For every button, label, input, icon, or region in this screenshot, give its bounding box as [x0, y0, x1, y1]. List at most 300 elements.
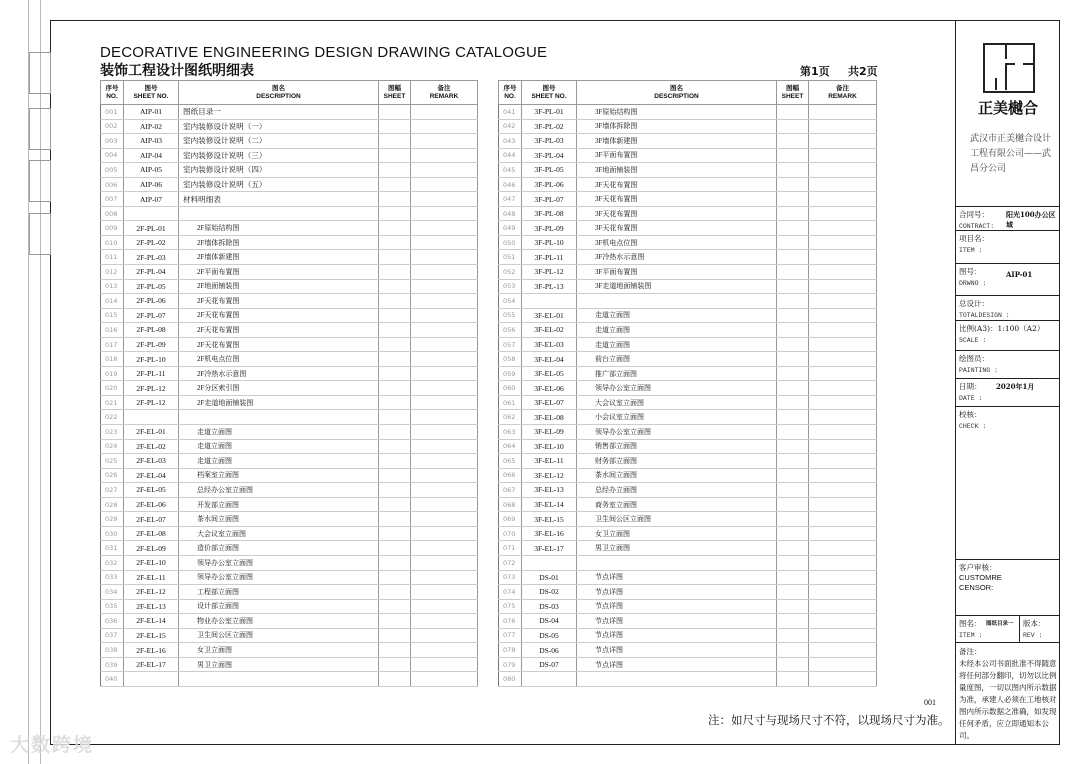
sheet-description: 女卫立面图 [179, 643, 379, 658]
sheet-description: 3F平面布置图 [577, 265, 777, 280]
sheet-description: 领导办公室立面图 [179, 570, 379, 585]
sheet-size [777, 497, 809, 512]
table-row [499, 148, 877, 163]
table-row [101, 570, 478, 585]
table-row [101, 235, 478, 250]
row-number: 014 [101, 294, 124, 309]
sheet-size [379, 497, 411, 512]
remark [411, 614, 478, 629]
sheet-number: DS-02 [522, 585, 577, 600]
sheet-number: 2F-EL-11 [124, 570, 179, 585]
dimension-note: 注：如尺寸与现场尺寸不符，以现场尺寸为准。 [708, 713, 950, 727]
table-row [499, 177, 877, 192]
table-row [499, 119, 877, 134]
drwno-value: AIP-01 [1006, 270, 1033, 279]
title-block [955, 20, 1060, 745]
remark [411, 672, 478, 687]
sheet-size [777, 585, 809, 600]
sheet-size [379, 294, 411, 309]
table-row [101, 483, 478, 498]
sheet-description: 2F分区索引图 [179, 381, 379, 396]
column-header-sheet [379, 81, 411, 105]
totaldesign-label: 总设计： [959, 299, 989, 308]
sheet-size [777, 657, 809, 672]
sheet-description: 销售部立面图 [577, 439, 777, 454]
sheet-description [577, 672, 777, 687]
sheet-description: 室内装修设计说明（五） [179, 177, 379, 192]
date-label: 日期： [959, 382, 982, 391]
sheet-number: 3F-EL-08 [522, 410, 577, 425]
sheet-description: 设计部立面图 [179, 599, 379, 614]
sheet-size [379, 163, 411, 178]
row-number: 059 [499, 366, 522, 381]
sheet-description: 2F走道地面铺装图 [179, 395, 379, 410]
sheet-size [379, 614, 411, 629]
row-number: 024 [101, 439, 124, 454]
table-row [101, 279, 478, 294]
table-row [101, 454, 478, 469]
remark [809, 628, 877, 643]
row-number: 080 [499, 672, 522, 687]
row-number: 006 [101, 177, 124, 192]
table-row [499, 410, 877, 425]
column-header-cn: 图幅 [388, 85, 401, 93]
sheet-size [379, 555, 411, 570]
remark [411, 381, 478, 396]
sheet-number: 3F-PL-02 [522, 119, 577, 134]
sheet-size [777, 308, 809, 323]
margin-stamp-box [29, 213, 51, 255]
watermark: 大数跨境 [10, 734, 95, 756]
sheet-description: 小会议室立面图 [577, 410, 777, 425]
sheet-description: 节点详图 [577, 614, 777, 629]
sheet-size [777, 192, 809, 207]
column-header-cn: 序号 [105, 85, 119, 93]
column-header-no [499, 81, 522, 105]
remarks-label: 备注： [959, 647, 982, 656]
row-number: 008 [101, 206, 124, 221]
remark [809, 265, 877, 280]
table-row [499, 206, 877, 221]
table-row [499, 585, 877, 600]
sheet-description: 总经办立面图 [577, 483, 777, 498]
column-header-desc [179, 81, 379, 105]
table-row [101, 555, 478, 570]
remark [809, 483, 877, 498]
table-row [499, 381, 877, 396]
sheet-size [379, 192, 411, 207]
column-header-en: SHEET NO. [133, 92, 169, 100]
row-number: 049 [499, 221, 522, 236]
remark [809, 395, 877, 410]
column-header-no [101, 81, 124, 105]
sheet-number: AIP-05 [124, 163, 179, 178]
sheet-number: 2F-PL-07 [124, 308, 179, 323]
sheet-description: 2F天花布置图 [179, 308, 379, 323]
remark [411, 163, 478, 178]
table-row [499, 352, 877, 367]
sheet-number: 2F-EL-10 [124, 555, 179, 570]
sheet-number [124, 206, 179, 221]
sheet-description: 茶水间立面图 [577, 468, 777, 483]
table-row [101, 119, 478, 134]
remarks-field [956, 643, 1060, 745]
sheet-size [379, 657, 411, 672]
row-number: 061 [499, 395, 522, 410]
remark [809, 614, 877, 629]
row-number: 068 [499, 497, 522, 512]
column-header-remark [411, 81, 478, 105]
sheet-description: 大会议室立面图 [179, 526, 379, 541]
row-number: 050 [499, 235, 522, 250]
page-number: 第1页 [800, 65, 830, 78]
table-row [101, 497, 478, 512]
sheet-size [777, 614, 809, 629]
remark [411, 265, 478, 280]
remark [809, 512, 877, 527]
date-field [956, 379, 1060, 407]
sheet-number: 2F-PL-04 [124, 265, 179, 280]
table-row [101, 657, 478, 672]
sheet-description: 2F地面铺装图 [179, 279, 379, 294]
row-number: 062 [499, 410, 522, 425]
table-row [499, 541, 877, 556]
row-number: 022 [101, 410, 124, 425]
sheet-size [777, 555, 809, 570]
painting-field [956, 351, 1060, 379]
drawing-name-label: 图名： [959, 619, 982, 628]
sheet-description: 节点详图 [577, 643, 777, 658]
sheet-size [777, 250, 809, 265]
sheet-description: 工程部立面图 [179, 585, 379, 600]
logo-cell [956, 20, 1060, 207]
row-number: 046 [499, 177, 522, 192]
table-row [499, 599, 877, 614]
sheet-number: 3F-EL-16 [522, 526, 577, 541]
sheet-size [777, 294, 809, 309]
sheet-number: 2F-EL-04 [124, 468, 179, 483]
sheet-number: 3F-EL-13 [522, 483, 577, 498]
check-label: 校核： [959, 410, 982, 419]
sheet-size [777, 134, 809, 149]
column-header-en: REMARK [828, 92, 857, 100]
sheet-number: 3F-PL-06 [522, 177, 577, 192]
column-header-sheet_no [522, 81, 577, 105]
sheet-number: 2F-PL-01 [124, 221, 179, 236]
sheet-description: 3F墙体新建图 [577, 134, 777, 149]
row-number: 021 [101, 395, 124, 410]
column-header-sheet_no [124, 81, 179, 105]
remark [411, 395, 478, 410]
sheet-size [379, 323, 411, 338]
sheet-size [379, 585, 411, 600]
remark [809, 366, 877, 381]
sheet-number: DS-07 [522, 657, 577, 672]
margin-stamp-box [29, 160, 51, 202]
table-row [101, 323, 478, 338]
remark [411, 352, 478, 367]
sheet-number: 3F-EL-04 [522, 352, 577, 367]
row-number: 075 [499, 599, 522, 614]
sheet-description: 茶水间立面图 [179, 512, 379, 527]
sheet-description: 2F墙体新建图 [179, 250, 379, 265]
table-row [101, 395, 478, 410]
remark [411, 192, 478, 207]
table-row [499, 454, 877, 469]
name-rev-field [956, 616, 1060, 643]
column-header-cn: 图名 [272, 85, 285, 93]
sheet-number: 2F-PL-05 [124, 279, 179, 294]
column-header-en: NO. [106, 92, 118, 100]
sheet-size [777, 235, 809, 250]
table-row [101, 134, 478, 149]
sheet-number: 3F-PL-01 [522, 105, 577, 120]
sheet-size [379, 221, 411, 236]
sheet-number: AIP-04 [124, 148, 179, 163]
sheet-size [777, 395, 809, 410]
column-header-en: REMARK [429, 92, 459, 100]
sheet-description: 3F原始结构图 [577, 105, 777, 120]
check-field [956, 407, 1060, 560]
remark [411, 643, 478, 658]
remark [411, 526, 478, 541]
remark [411, 366, 478, 381]
sheet-size [777, 425, 809, 440]
table-row [101, 614, 478, 629]
censor-label: 客户审核： [959, 563, 997, 572]
sheet-number: 2F-EL-07 [124, 512, 179, 527]
row-number: 033 [101, 570, 124, 585]
column-header-en: SHEET [383, 92, 406, 100]
sheet-size [379, 468, 411, 483]
remark [809, 526, 877, 541]
sheet-number: 3F-PL-05 [522, 163, 577, 178]
row-number: 028 [101, 497, 124, 512]
sheet-size [777, 599, 809, 614]
sheet-description: 3F天花布置图 [577, 206, 777, 221]
sheet-description: 男卫立面图 [179, 657, 379, 672]
sheet-size [777, 526, 809, 541]
catalogue-title-en: DECORATIVE ENGINEERING DESIGN DRAWING CATALOGUE [100, 44, 548, 61]
remark [411, 585, 478, 600]
sheet-number: 2F-EL-06 [124, 497, 179, 512]
remark [809, 454, 877, 469]
sheet-number: DS-01 [522, 570, 577, 585]
remark [809, 105, 877, 120]
row-number: 070 [499, 526, 522, 541]
sheet-number: 3F-EL-15 [522, 512, 577, 527]
table-row [499, 250, 877, 265]
table-row [499, 439, 877, 454]
sheet-size [777, 105, 809, 120]
sheet-size [379, 148, 411, 163]
sheet-description: 室内装修设计说明（一） [179, 119, 379, 134]
row-number: 069 [499, 512, 522, 527]
sheet-description: 室内装修设计说明（四） [179, 163, 379, 178]
sheet-number: 3F-PL-03 [522, 134, 577, 149]
sheet-description: 3F冷热水示意图 [577, 250, 777, 265]
column-header-sheet [777, 81, 809, 105]
row-number: 011 [101, 250, 124, 265]
remark [809, 425, 877, 440]
table-row [101, 265, 478, 280]
sheet-number [124, 672, 179, 687]
remark [809, 279, 877, 294]
row-number: 063 [499, 425, 522, 440]
row-number: 037 [101, 628, 124, 643]
sheet-size [777, 381, 809, 396]
row-number: 040 [101, 672, 124, 687]
sheet-description: 节点详图 [577, 585, 777, 600]
row-number: 058 [499, 352, 522, 367]
table-row [101, 425, 478, 440]
table-row [101, 512, 478, 527]
sheet-size [777, 323, 809, 338]
remark [809, 381, 877, 396]
row-number: 054 [499, 294, 522, 309]
remark [809, 555, 877, 570]
drwno-field [956, 264, 1060, 296]
table-row [101, 526, 478, 541]
sheet-number [522, 555, 577, 570]
page-total: 共2页 [848, 65, 878, 78]
row-number: 023 [101, 425, 124, 440]
sheet-size [777, 483, 809, 498]
table-row [101, 308, 478, 323]
column-header-cn: 图名 [670, 85, 683, 93]
sheet-number: 3F-PL-04 [522, 148, 577, 163]
table-row [101, 410, 478, 425]
column-header-en: NO. [504, 92, 516, 100]
item-field [956, 231, 1060, 264]
drawing-name-label-en: ITEM : [959, 631, 983, 639]
table-header-row [101, 81, 478, 105]
table-row [101, 192, 478, 207]
row-number: 001 [101, 105, 124, 120]
sheet-description: 男卫立面图 [577, 541, 777, 556]
sheet-description: 3F墙体拆除图 [577, 119, 777, 134]
column-header-en: DESCRIPTION [256, 92, 301, 100]
table-row [101, 352, 478, 367]
customer-censor-field [956, 560, 1060, 616]
table-row [101, 366, 478, 381]
row-number: 009 [101, 221, 124, 236]
row-number: 077 [499, 628, 522, 643]
sheet-description: 2F墙体拆除图 [179, 235, 379, 250]
remark [809, 119, 877, 134]
remark [809, 643, 877, 658]
sheet-number: 3F-PL-07 [522, 192, 577, 207]
row-number: 044 [499, 148, 522, 163]
remark [411, 512, 478, 527]
sheet-description: 物业办公室立面图 [179, 614, 379, 629]
sheet-description: 3F机电点位图 [577, 235, 777, 250]
sheet-description: 2F天花布置图 [179, 323, 379, 338]
sheet-size [777, 439, 809, 454]
sheet-size [777, 672, 809, 687]
row-number: 065 [499, 454, 522, 469]
sheet-number: 2F-PL-09 [124, 337, 179, 352]
table-row [101, 294, 478, 309]
sheet-description: 节点详图 [577, 599, 777, 614]
remark [809, 163, 877, 178]
column-header-en: DESCRIPTION [654, 92, 699, 100]
sheet-number: 2F-PL-12 [124, 395, 179, 410]
row-number: 007 [101, 192, 124, 207]
table-row [499, 221, 877, 236]
column-header-cn: 图幅 [786, 85, 799, 93]
sheet-size [379, 265, 411, 280]
sheet-number: 2F-EL-12 [124, 585, 179, 600]
margin-stamp-box [29, 108, 51, 150]
catalogue-table-left [100, 80, 478, 687]
sheet-size [777, 410, 809, 425]
table-row [499, 468, 877, 483]
column-header-desc [577, 81, 777, 105]
table-row [101, 148, 478, 163]
remark [411, 279, 478, 294]
sheet-number: 2F-PL-02 [124, 235, 179, 250]
table-row [101, 221, 478, 236]
remark [809, 206, 877, 221]
date-label-en: DATE : [959, 394, 983, 402]
remark [411, 439, 478, 454]
table-row [499, 570, 877, 585]
sheet-size [777, 366, 809, 381]
painting-label-en: PAINTING : [959, 366, 999, 374]
row-number: 020 [101, 381, 124, 396]
row-number: 079 [499, 657, 522, 672]
table-row [499, 628, 877, 643]
sheet-number: AIP-03 [124, 134, 179, 149]
table-row [101, 439, 478, 454]
sheet-size [379, 235, 411, 250]
sheet-description: 2F平面布置图 [179, 265, 379, 280]
table-row [499, 323, 877, 338]
item-label-en: ITEM : [959, 246, 983, 254]
row-number: 004 [101, 148, 124, 163]
sheet-size [777, 279, 809, 294]
sheet-size [777, 628, 809, 643]
row-number: 034 [101, 585, 124, 600]
remark [411, 250, 478, 265]
table-header-row [499, 81, 877, 105]
table-row [101, 628, 478, 643]
table-row [101, 163, 478, 178]
table-row [499, 672, 877, 687]
row-number: 029 [101, 512, 124, 527]
row-number: 048 [499, 206, 522, 221]
table-row [499, 265, 877, 280]
sheet-description: 前台立面图 [577, 352, 777, 367]
sheet-number: AIP-02 [124, 119, 179, 134]
catalogue-title-cn: 装饰工程设计图纸明细表 [100, 63, 254, 79]
remark [411, 105, 478, 120]
sheet-number: 3F-EL-12 [522, 468, 577, 483]
sheet-description [179, 672, 379, 687]
sheet-size [379, 395, 411, 410]
row-number: 045 [499, 163, 522, 178]
row-number: 051 [499, 250, 522, 265]
table-row [499, 425, 877, 440]
margin-stamp-box [29, 52, 51, 94]
row-number: 012 [101, 265, 124, 280]
table-row [101, 381, 478, 396]
remark [411, 134, 478, 149]
sheet-description: 开发部立面图 [179, 497, 379, 512]
table-row [499, 512, 877, 527]
check-label-en: CHECK : [959, 422, 987, 430]
